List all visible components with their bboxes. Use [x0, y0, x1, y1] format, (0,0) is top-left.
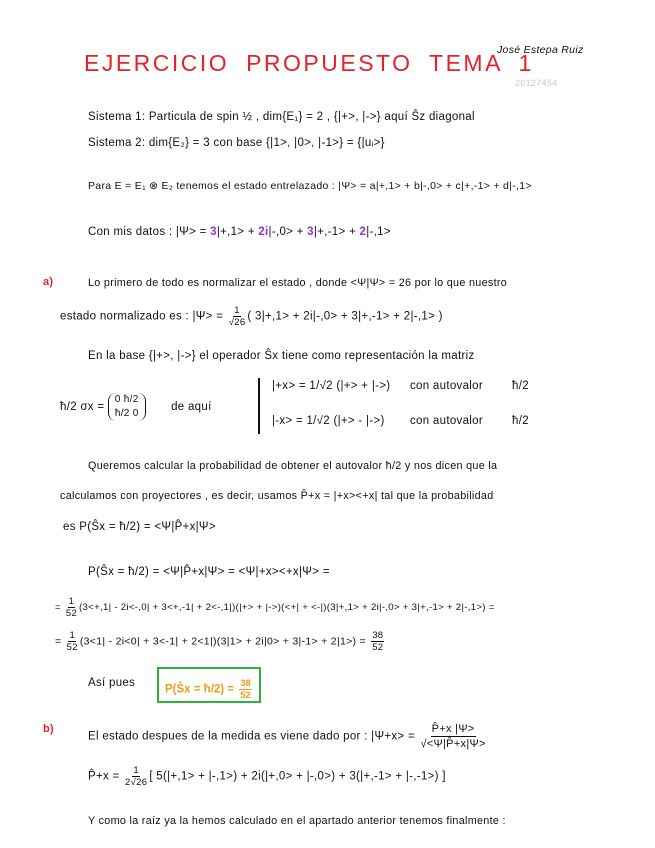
- ket: |+,-1> +: [313, 226, 360, 238]
- matrix-prefix: ħ/2 σx =: [60, 401, 108, 414]
- eigenvector-plus: |+x> = 1/√2 (|+> + |->): [272, 380, 391, 392]
- coef: 3: [307, 226, 314, 238]
- result-expression: P(Ŝx = ħ/2) =: [165, 683, 238, 696]
- denominator: √26: [228, 317, 246, 328]
- denominator: 2√26: [125, 777, 148, 788]
- ket: |-,0> +: [268, 226, 308, 238]
- part-b-line1: [88, 722, 488, 751]
- part-a-line5: calculamos con proyectores , es decir, usamos P̂+x = |+x><+x| tal que la probabilidad: [60, 490, 494, 502]
- eigen-label: con autovalor: [410, 380, 483, 392]
- numerator: 38: [240, 678, 251, 689]
- part-b-final-line: Y como la raíz ya la hemos calculado en el apartado anterior tenemos finalmente :: [88, 815, 506, 827]
- sx-matrix: [108, 393, 146, 421]
- result-box: [157, 667, 261, 703]
- post-measurement-text: El estado despues de la medida es viene dado por : |Ψ+x> =: [88, 730, 419, 743]
- denominator: 52: [66, 642, 78, 653]
- fraction: [66, 596, 77, 619]
- eigen-label: con autovalor: [410, 415, 483, 427]
- denominator: 52: [240, 690, 251, 701]
- normalized-prefix: estado normalizado es : |Ψ> =: [60, 310, 227, 323]
- part-b-label: b): [43, 723, 54, 735]
- normalized-state-line: [60, 305, 443, 328]
- numerator: 1: [234, 305, 240, 316]
- fraction: [125, 765, 147, 788]
- numerator: 1: [68, 596, 75, 607]
- part-a-line6: es P(Ŝx = ħ/2) = <Ψ|P̂+x|Ψ>: [63, 521, 216, 533]
- calc-expression: (3<+,1| - 2i<-,0| + 3<+,-1| + 2<-,1|)(|+> + |->)(<+| + <-|)(3|+,1> + 2i|-,0> + 3|+,-1> + 2|-,1>) =: [79, 602, 495, 614]
- entangled-state-text: Para E = E₁ ⊗ E₂ tenemos el estado entrelazado : |Ψ> = a|+,1> + b|-,0> + c|+,-1> + d|-,1>: [88, 180, 532, 192]
- calc-line-3: = $\frac{1}{52}$ (3<1| - 2i<0| + 3<-1| + 2<1|)(3|1> + 2i|0> + 3|-1> + 2|1>) = $\frac{38}{52}$: [55, 630, 384, 653]
- fraction: [229, 305, 246, 328]
- ket: |+,1> +: [216, 226, 259, 238]
- normalized-suffix: ( 3|+,1> + 2i|-,0> + 3|+,-1> + 2|-,1> ): [247, 310, 443, 323]
- eigenvalue-plus: ħ/2: [512, 380, 529, 392]
- projector-expression: [ 5(|+,1> + |-,1>) + 2i(|+,0> + |-,0>) + 3(|+,-1> + |-,-1>) ]: [149, 770, 446, 783]
- projector-prefix: P̂+x =: [88, 770, 124, 783]
- calc-line-2: = $\frac{1}{52}$ (3<+,1| - 2i<-,0| + 3<+,-1| + 2<-,1|)(|+> + |->)(<+| + <-|)(3|+,1> + 2i|-,0> + 3|+,-1> + 2|-,1>) =: [55, 596, 495, 619]
- part-a-line3: En la base {|+>, |->} el operador Ŝx tiene como representación la matriz: [88, 350, 475, 362]
- part-a-line1: Lo primero de todo es normalizar el estado , donde <Ψ|Ψ> = 26 por lo que nuestro: [88, 277, 508, 289]
- fraction: [371, 630, 384, 653]
- denominator: √<Ψ|P̂+x|Ψ>: [420, 738, 486, 750]
- my-data-line: [88, 226, 391, 238]
- sistema-2-text: Sistema 2: dim{E₂} = 3 con base {|1>, |0>, |-1>} = {|uᵢ>}: [88, 137, 385, 149]
- numerator: 1: [133, 765, 139, 776]
- sistema-1-text: Sistema 1: Particula de spin ½ , dim{E₁} = 2 , {|+>, |->} aquí Ŝz diagonal: [88, 111, 475, 123]
- numerator: P̂+x |Ψ>: [431, 723, 475, 735]
- brace-divider: [258, 378, 260, 434]
- matrix-line: [60, 393, 212, 421]
- coef: 3: [210, 226, 217, 238]
- result-text: [165, 678, 254, 701]
- eigenvector-minus: |-x> = 1/√2 (|+> - |->): [272, 415, 385, 427]
- de-aqui-text: de aquí: [171, 401, 212, 414]
- part-a-line4: Queremos calcular la probabilidad de obtener el autovalor ħ/2 y nos dicen que la: [88, 460, 498, 472]
- calc-expression: (3<1| - 2i<0| + 3<-1| + 2<1|)(3|1> + 2i|0> + 3|-1> + 2|1>) =: [79, 635, 366, 648]
- student-id: 20127454: [515, 78, 558, 88]
- projector-line: [88, 765, 446, 788]
- fraction: [239, 678, 252, 701]
- fraction: [420, 722, 485, 751]
- fraction: [67, 630, 78, 653]
- part-a-label: a): [43, 276, 54, 288]
- page-title: EJERCICIO PROPUESTO TEMA 1: [84, 50, 534, 76]
- eigenvalue-minus: ħ/2: [512, 415, 529, 427]
- coef: 2i: [258, 226, 269, 238]
- numerator: 38: [372, 630, 384, 641]
- asi-pues-text: Así pues: [88, 677, 136, 689]
- matrix-row: ħ/2 0: [114, 408, 139, 419]
- calc-line-1: P(Ŝx = ħ/2) = <Ψ|P̂+x|Ψ> = <Ψ|+x><+x|Ψ> =: [88, 566, 330, 578]
- matrix-row: 0 ħ/2: [114, 394, 139, 405]
- ket: |-,1>: [366, 226, 391, 238]
- author-name: José Estepa Ruiz: [497, 44, 584, 56]
- denominator: 52: [372, 642, 384, 653]
- my-data-prefix: Con mis datos : |Ψ> =: [88, 226, 211, 238]
- numerator: 1: [69, 630, 76, 641]
- coef: 2: [359, 226, 367, 238]
- denominator: 52: [65, 608, 78, 619]
